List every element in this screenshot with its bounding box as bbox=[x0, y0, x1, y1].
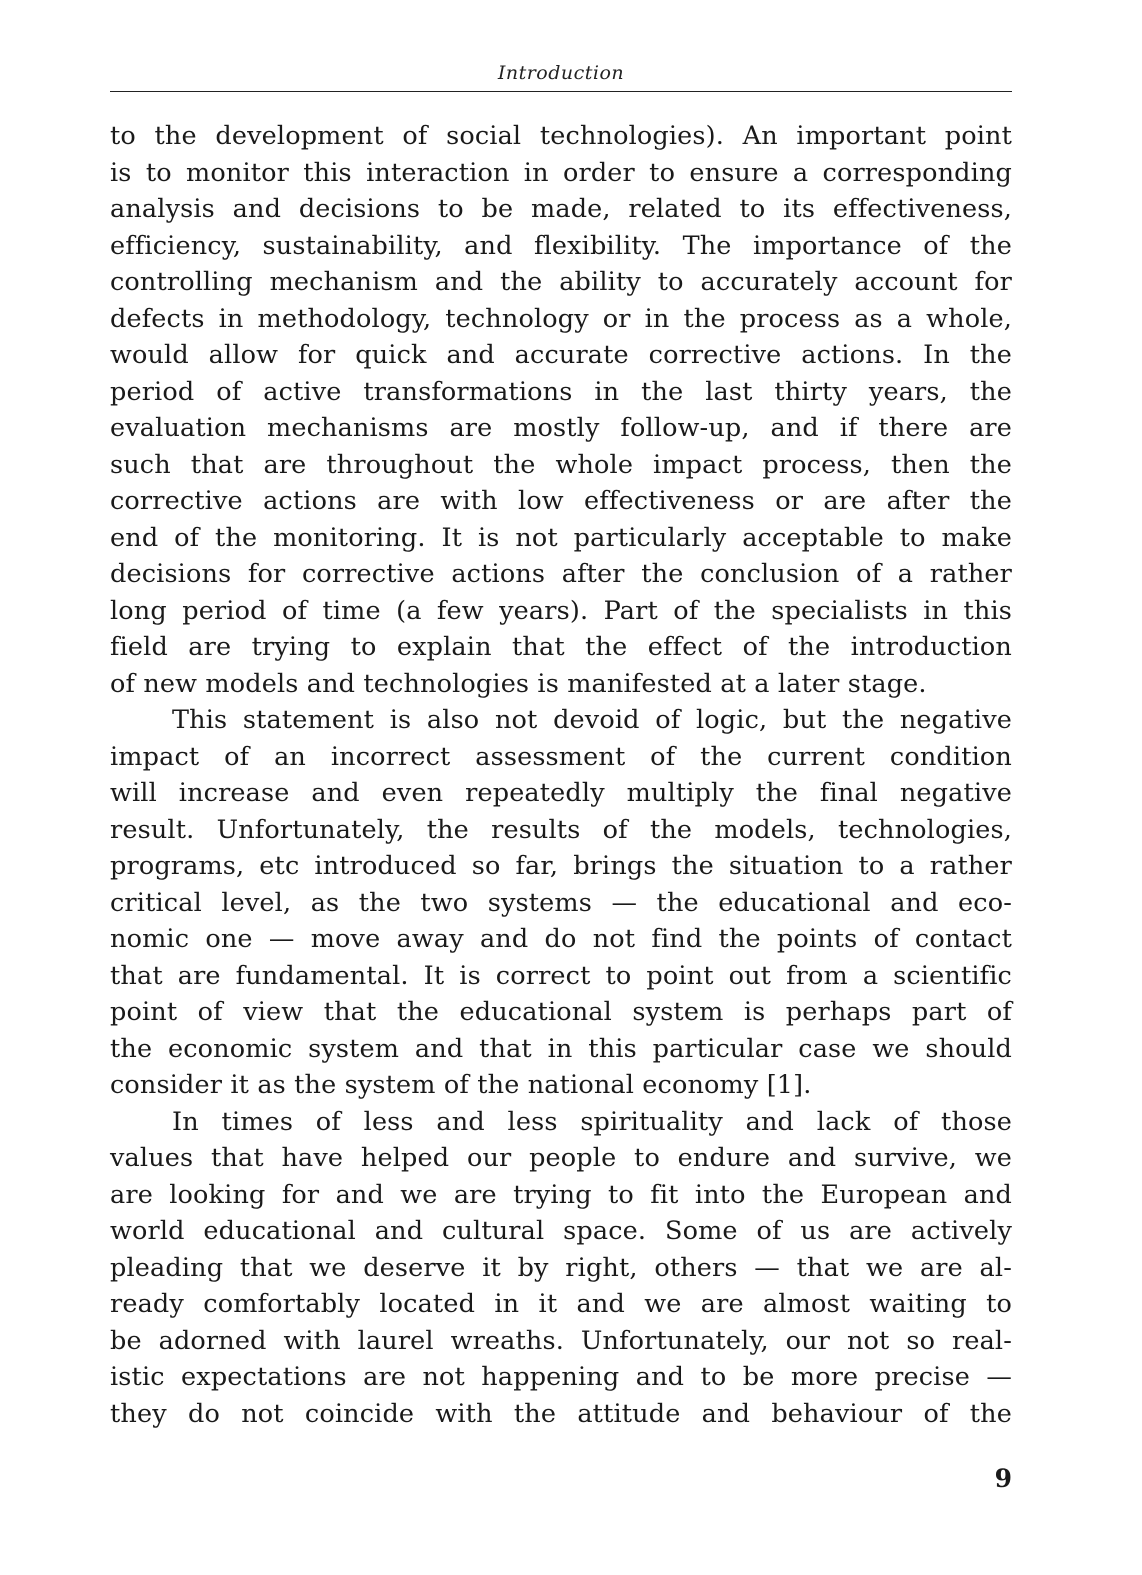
paragraph-1 bbox=[110, 118, 1012, 702]
text-line: that are fundamental. It is correct to point out from a scientific bbox=[110, 960, 1012, 991]
text-line: corrective actions are with low effectiveness or are after the bbox=[110, 486, 1012, 516]
text-line: evaluation mechanisms are mostly follow-up, and if there are bbox=[110, 413, 1012, 443]
text-line: nomic one — move away and do not find the points of contact bbox=[110, 924, 1012, 954]
text-line: istic expectations are not happening and to be more precise — bbox=[110, 1362, 1012, 1392]
text-line: they do not coincide with the attitude and behaviour of the bbox=[110, 1398, 1012, 1429]
text-line: decisions for corrective actions after the conclusion of a rather bbox=[110, 559, 1012, 589]
text-line: to the development of social technologies). An important point bbox=[110, 121, 1012, 151]
text-line: analysis and decisions to be made, related to its effectiveness, bbox=[110, 194, 1012, 224]
text-line: are looking for and we are trying to fit into the European and bbox=[110, 1179, 1012, 1210]
body-text bbox=[110, 118, 1012, 1432]
text-line: point of view that the educational system is perhaps part of bbox=[110, 997, 1012, 1027]
text-line: result. Unfortunately, the results of the models, technologies, bbox=[110, 814, 1012, 845]
text-line: end of the monitoring. It is not particularly acceptable to make bbox=[110, 522, 1012, 553]
text-line: This statement is also not devoid of logic, but the negative bbox=[172, 705, 1012, 735]
text-line: ready comfortably located in it and we are almost waiting to bbox=[110, 1289, 1012, 1319]
text-line: defects in methodology, technology or in the process as a whole, bbox=[110, 303, 1012, 334]
text-line: controlling mechanism and the ability to accurately account for bbox=[110, 267, 1012, 297]
text-line: would allow for quick and accurate corrective actions. In the bbox=[110, 340, 1012, 370]
header-rule bbox=[110, 91, 1012, 92]
text-line: such that are throughout the whole impact process, then the bbox=[110, 449, 1012, 480]
text-line: field are trying to explain that the effect of the introduction bbox=[110, 632, 1012, 662]
text-line: In times of less and less spirituality and lack of those bbox=[172, 1106, 1012, 1137]
text-line: is to monitor this interaction in order to ensure a corresponding bbox=[110, 157, 1012, 188]
text-line: critical level, as the two systems — the educational and eco- bbox=[110, 887, 1012, 918]
text-line: be adorned with laurel wreaths. Unfortunately, our not so real- bbox=[110, 1325, 1012, 1356]
running-head: Introduction bbox=[497, 62, 625, 84]
text-line: will increase and even repeatedly multiply the final negative bbox=[110, 778, 1012, 808]
text-line: programs, etc introduced so far, brings the situation to a rather bbox=[110, 851, 1012, 881]
page-number: 9 bbox=[994, 1464, 1012, 1493]
text-line: efficiency, sustainability, and flexibility. The importance of the bbox=[110, 230, 1012, 261]
text-line: of new models and technologies is manifested at a later stage. bbox=[110, 668, 927, 699]
text-line: impact of an incorrect assessment of the current condition bbox=[110, 741, 1012, 772]
text-line: values that have helped our people to endure and survive, we bbox=[110, 1143, 1012, 1173]
paragraph-2 bbox=[110, 702, 1012, 1104]
text-line: long period of time (a few years). Part of the specialists in this bbox=[110, 595, 1012, 626]
text-line: world educational and cultural space. Some of us are actively bbox=[110, 1216, 1012, 1246]
paragraph-3 bbox=[110, 1104, 1012, 1433]
text-line: the economic system and that in this particular case we should bbox=[110, 1033, 1012, 1064]
text-line: period of active transformations in the last thirty years, the bbox=[110, 376, 1012, 407]
text-line: pleading that we deserve it by right, others — that we are al- bbox=[110, 1252, 1012, 1283]
text-line: consider it as the system of the national economy [1]. bbox=[110, 1070, 812, 1100]
